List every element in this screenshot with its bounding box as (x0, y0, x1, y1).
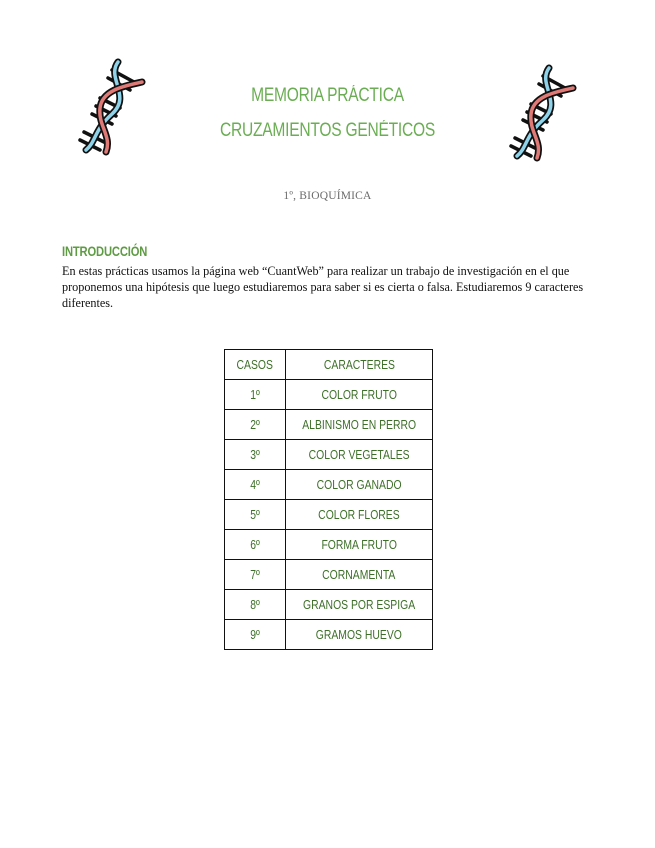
table-row (225, 410, 433, 440)
case-cell: 6º (225, 530, 286, 560)
character-cell: COLOR GANADO (286, 470, 433, 500)
case-cell: 7º (225, 560, 286, 590)
character-cell: FORMA FRUTO (286, 530, 433, 560)
case-cell: 9º (225, 620, 286, 650)
case-cell: 5º (225, 500, 286, 530)
case-cell: 2º (225, 410, 286, 440)
document-subtitle: 1º, BIOQUÍMICA (283, 190, 372, 202)
table-row (225, 590, 433, 620)
table-row (225, 440, 433, 470)
character-cell: COLOR FLORES (286, 500, 433, 530)
table-row (225, 530, 433, 560)
character-cell: COLOR VEGETALES (286, 440, 433, 470)
cases-table (224, 349, 433, 650)
case-cell: 1º (225, 380, 286, 410)
table-row (225, 380, 433, 410)
character-cell: ALBINISMO EN PERRO (286, 410, 433, 440)
case-cell: 8º (225, 590, 286, 620)
document-title-line-1: MEMORIA PRÁCTICA (251, 85, 404, 106)
table-header-cases: CASOS (225, 350, 286, 380)
character-cell: GRANOS POR ESPIGA (286, 590, 433, 620)
introduction-paragraph: En estas prácticas usamos la página web “CuantWeb” para realizar un trabajo de investigación en el que proponemos una hipótesis que luego estudiaremos para saber si es cierta o falsa. Estudiaremos 9 caracteres diferentes. (62, 264, 584, 310)
character-cell: GRAMOS HUEVO (286, 620, 433, 650)
case-cell: 3º (225, 440, 286, 470)
introduction-heading: INTRODUCCIÓN (62, 243, 148, 259)
table-row (225, 470, 433, 500)
table-header-row (225, 350, 433, 380)
character-cell: CORNAMENTA (286, 560, 433, 590)
character-cell: COLOR FRUTO (286, 380, 433, 410)
case-cell: 4º (225, 470, 286, 500)
table-row (225, 620, 433, 650)
table-header-characters: CARACTERES (286, 350, 433, 380)
dna-helix-icon (503, 62, 587, 162)
table-row (225, 500, 433, 530)
table-row (225, 560, 433, 590)
document-title-line-2: CRUZAMIENTOS GENÉTICOS (219, 120, 436, 141)
